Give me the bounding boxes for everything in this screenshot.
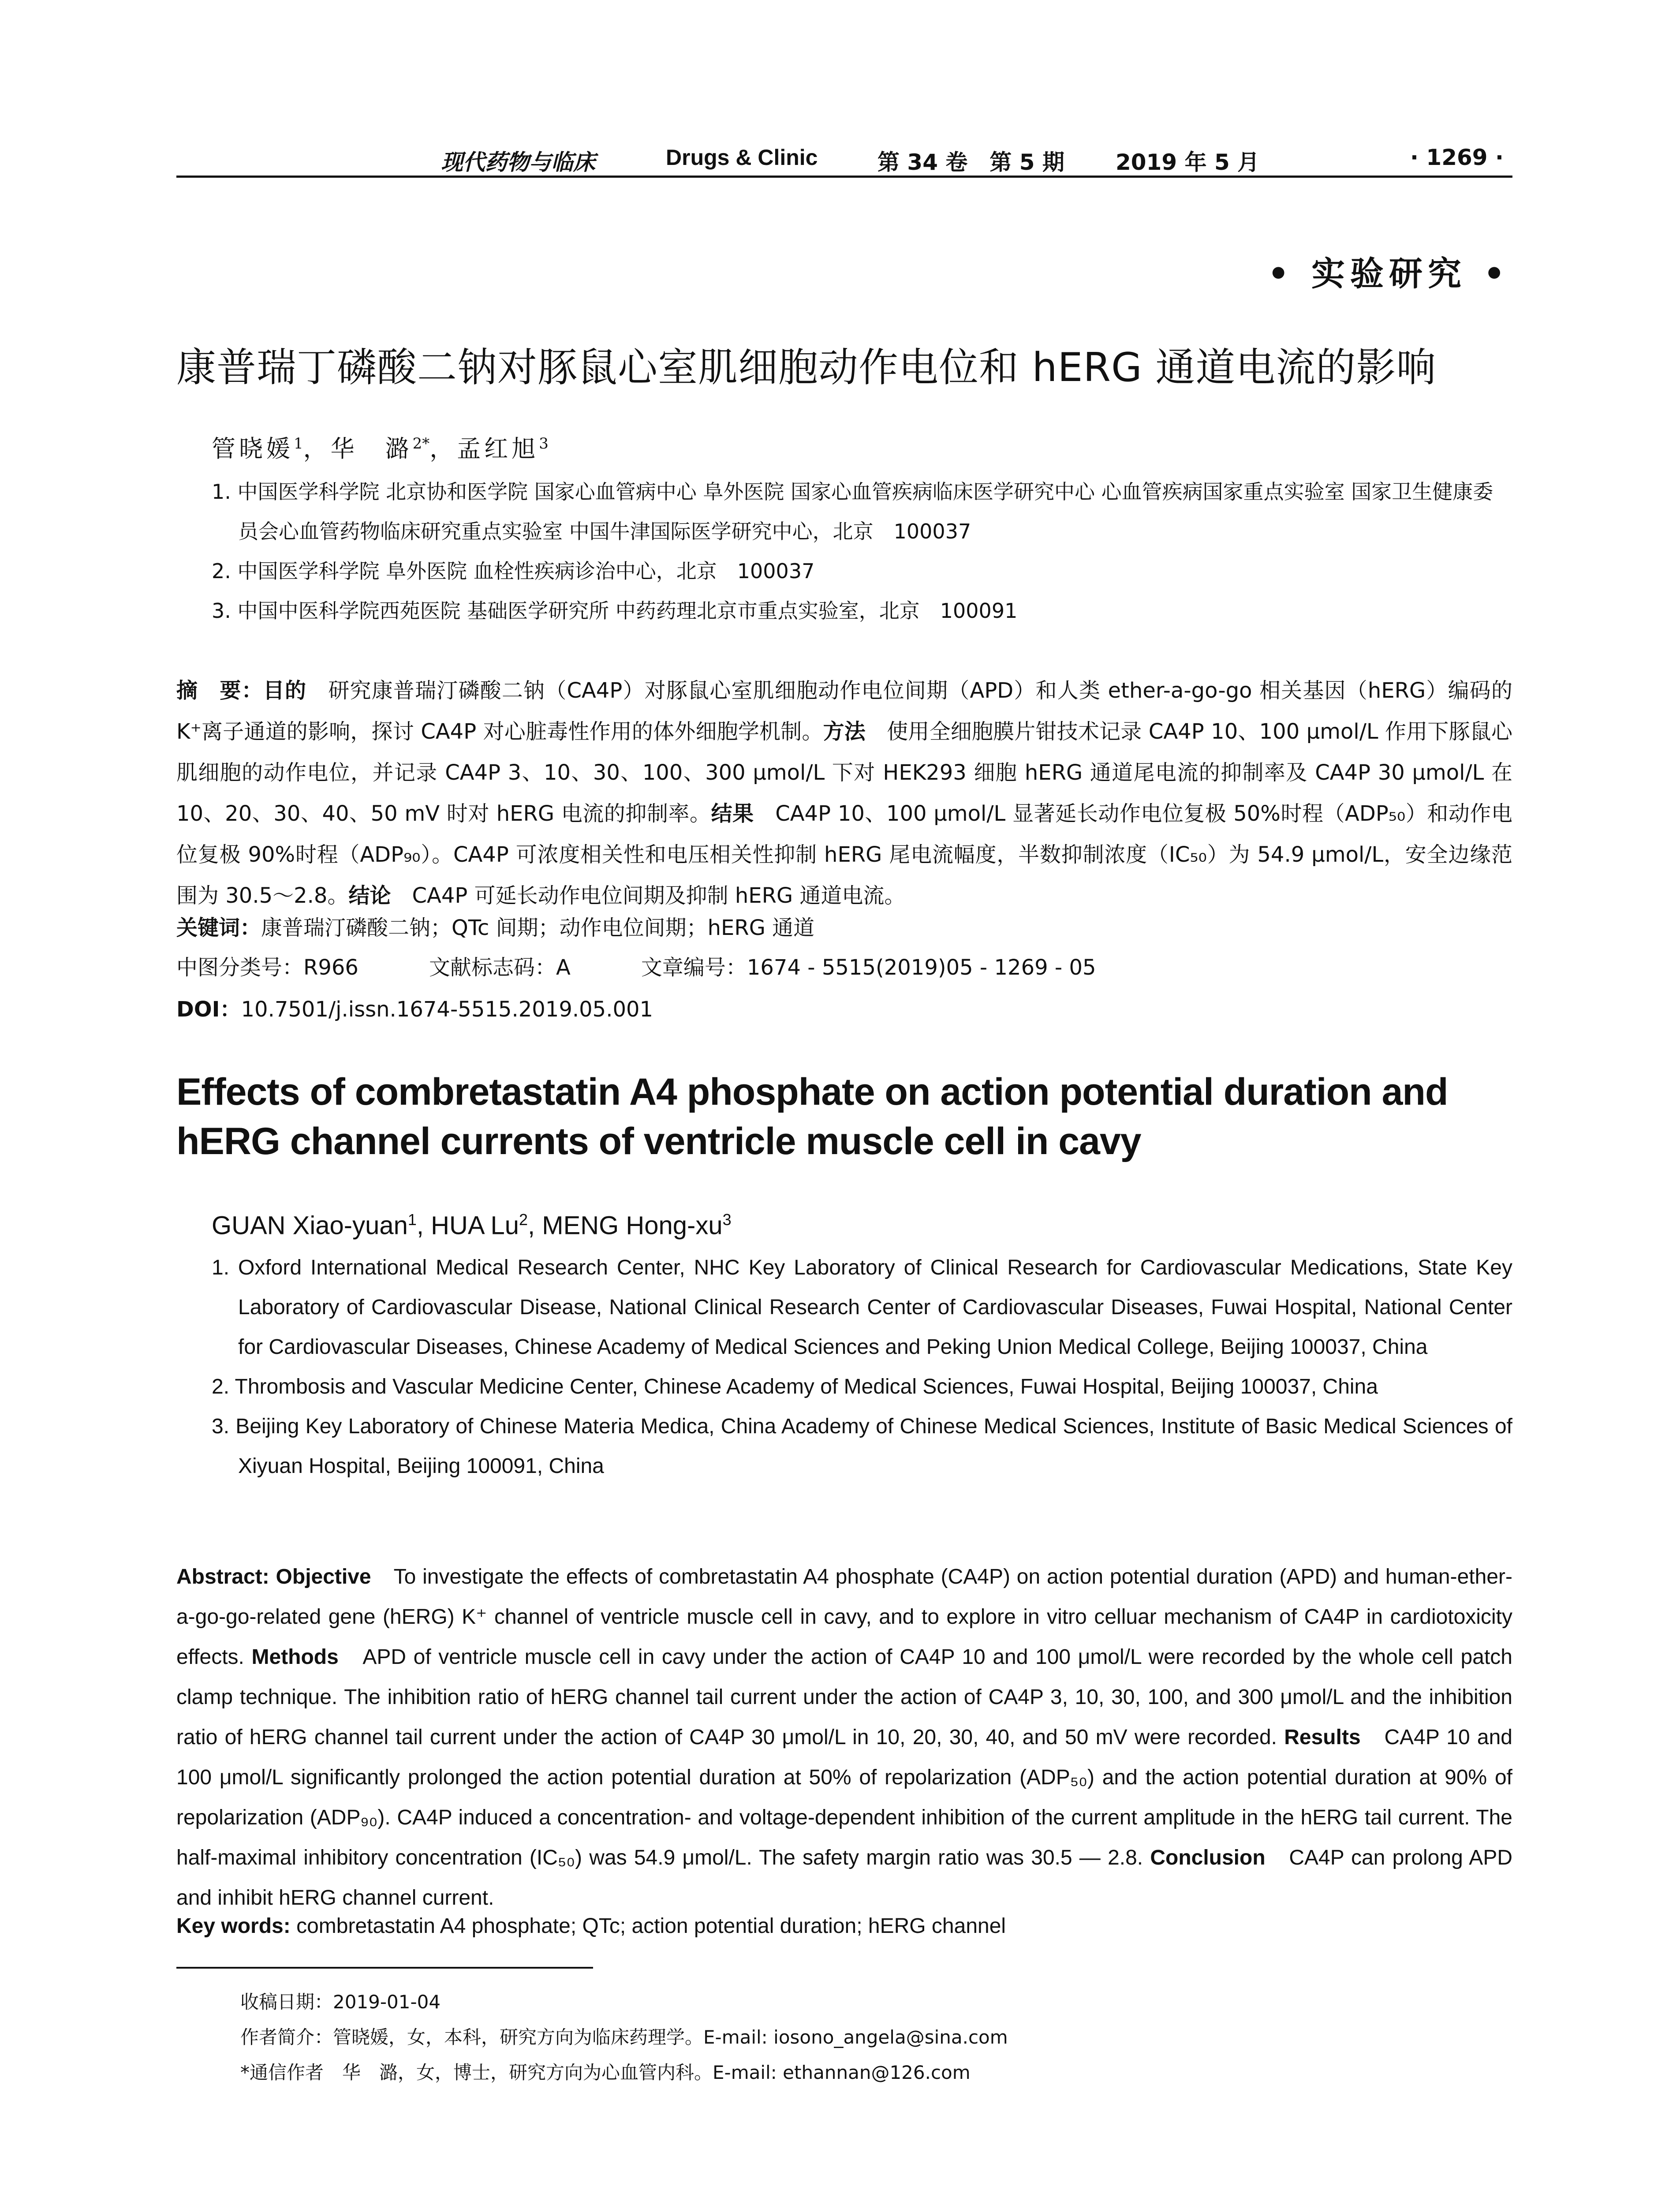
author-affiliation-mark: 1 bbox=[294, 435, 303, 452]
objective-label: 目的 bbox=[263, 678, 307, 703]
abstract-label: Abstract: bbox=[176, 1565, 269, 1588]
abstract-cn bbox=[176, 670, 1512, 916]
keywords-en bbox=[176, 1914, 1006, 1938]
results-label: Results bbox=[1284, 1726, 1361, 1749]
methods-label: 方法 bbox=[823, 719, 866, 744]
keywords-text: 康普瑞汀磷酸二钠；QTc 间期；动作电位间期；hERG 通道 bbox=[261, 916, 815, 940]
conclusion-label: Conclusion bbox=[1150, 1846, 1266, 1869]
footnote-divider bbox=[176, 1967, 593, 1969]
footnotes bbox=[240, 1984, 1008, 2090]
received-date: 收稿日期：2019-01-04 bbox=[240, 1991, 441, 2013]
author-affiliation-mark: 3 bbox=[539, 435, 549, 452]
author-name: 华 潞 bbox=[330, 435, 413, 463]
author-name: HUA Lu bbox=[431, 1211, 519, 1240]
affiliation-item: 1. Oxford International Medical Research Center, NHC Key Laboratory of Clinical Research for Cardiovascular Medications, State Key Laboratory of Cardiovascular Disease, National Clinical Research Center of Cardiovascular Diseases, Fuwai Hospital, National Center for Cardiovascular Diseases, Chinese Academy of Medical Sciences and Peking Union Medical College, Beijing 100037, China bbox=[212, 1256, 1512, 1359]
affiliation-item: 2. Thrombosis and Vascular Medicine Center, Chinese Academy of Medical Sciences, Fuwai Hospital, Beijing 100037, China bbox=[212, 1375, 1378, 1398]
authors-cn: 管晓媛$^1$，华 潞$^{2*}$，孟红旭$^3$ bbox=[212, 435, 549, 463]
article-number: 文章编号：1674 - 5515(2019)05 - 1269 - 05 bbox=[641, 955, 1096, 980]
affiliation-item: 3. Beijing Key Laboratory of Chinese Materia Medica, China Academy of Chinese Medical Sciences, Institute of Basic Medical Sciences of Xiyuan Hospital, Beijing 100091, China bbox=[212, 1415, 1512, 1478]
keywords-label: Key words: bbox=[176, 1914, 291, 1938]
objective-text: 研究康普瑞汀磷酸二钠（CA4P）对豚鼠心室肌细胞动作电位间期（APD）和人类 ether-a-go-go 相关基因（hERG）编码的 K⁺离子通道的影响，探讨 CA4P 对心脏毒性作用的体外细胞学机制。 bbox=[176, 678, 1512, 744]
doi-label: DOI： bbox=[176, 997, 241, 1022]
methods-text: 使用全细胞膜片钳技术记录 CA4P 10、100 μmol/L 作用下豚鼠心肌细胞的动作电位，并记录 CA4P 3、10、30、100、300 μmol/L 下对 HEK293 细胞 hERG 通道尾电流的抑制率及 CA4P 30 μmol/L 在 10、20、30、40、50 mV 时对 hERG 电流的抑制率。 bbox=[176, 719, 1512, 826]
affiliation-item: 1. 中国医学科学院 北京协和医学院 国家心血管病中心 阜外医院 国家心血管疾病临床医学研究中心 心血管疾病国家重点实验室 国家卫生健康委员会心血管药物临床研究重点实验室 中国牛津国际医学研究中心，北京 100037 bbox=[212, 480, 1493, 543]
abstract-en bbox=[176, 1557, 1512, 1918]
conclusion-text: CA4P 可延长动作电位间期及抑制 hERG 通道电流。 bbox=[412, 883, 906, 908]
journal-name-cn: 现代药物与临床 bbox=[441, 149, 595, 175]
keywords-cn bbox=[176, 911, 814, 941]
author-affiliation-mark: 1 bbox=[407, 1211, 417, 1229]
author-name: MENG Hong-xu bbox=[542, 1211, 723, 1240]
authors-en: GUAN Xiao-yuan$^1$, HUA Lu$^2$, MENG Hong-$xu^3$ bbox=[212, 1211, 732, 1240]
article-title-cn: 康普瑞丁磷酸二钠对豚鼠心室肌细胞动作电位和 hERG 通道电流的影响 bbox=[176, 344, 1437, 391]
author-name: GUAN Xiao-yuan bbox=[212, 1211, 408, 1240]
keywords-label: 关键词： bbox=[176, 916, 261, 940]
affiliations-en bbox=[212, 1248, 1512, 1486]
corresponding-author: *通信作者 华 潞，女，博士，研究方向为心血管内科。E-mail: ethannan@126.com bbox=[240, 2062, 971, 2083]
keywords-text: combretastatin A4 phosphate; QTc; action potential duration; hERG channel bbox=[296, 1914, 1006, 1938]
author-affiliation-mark: 3 bbox=[722, 1211, 732, 1229]
conclusion-text: CA4P can prolong APD and inhibit hERG channel current. bbox=[176, 1846, 1512, 1910]
author-name: 管晓媛 bbox=[212, 435, 294, 463]
issue-date: 2019 年 5 月 bbox=[1116, 149, 1260, 175]
journal-name-en: Drugs & Clinic bbox=[666, 145, 818, 170]
doi-line bbox=[176, 992, 653, 1023]
volume-issue: 第 34 卷 第 5 期 bbox=[877, 149, 1064, 175]
methods-text: APD of ventricle muscle cell in cavy under the action of CA4P 10 and 100 μmol/L were recorded by the whole cell patch clamp technique. The inhibition ratio of hERG channel tail current under the action of CA4P 3, 10, 30, 100, and 300 μmol/L and the inhibition ratio of hERG channel tail current under the action of CA4P 30 μmol/L in 10, 20, 30, 40, and 50 mV were recorded. bbox=[176, 1645, 1512, 1749]
abstract-label: 摘 要： bbox=[176, 678, 263, 703]
affiliations-cn bbox=[212, 472, 1512, 631]
objective-label: Objective bbox=[276, 1565, 371, 1588]
clc-number: 中图分类号：R966 bbox=[176, 955, 358, 980]
results-text: CA4P 10 and 100 μmol/L significantly prolonged the action potential duration at 50% of repolarization (ADP₅₀) and the action potential duration at 90% of repolarization (ADP₉₀). CA4P induced a concentration- and voltage-dependent inhibition of the current amplitude in the hERG tail current. The half-maximal inhibitory concentration (IC₅₀) was 54.9 μmol/L. The safety margin ratio was 30.5 — 2.8. bbox=[176, 1726, 1512, 1869]
doi-value: 10.7501/j.issn.1674-5515.2019.05.001 bbox=[241, 997, 653, 1022]
affiliation-item: 2. 中国医学科学院 阜外医院 血栓性疾病诊治中心，北京 100037 bbox=[212, 559, 815, 583]
conclusion-label: 结论 bbox=[348, 883, 391, 908]
section-label: • 实验研究 • bbox=[1267, 254, 1510, 293]
document-code: 文献标志码：A bbox=[429, 955, 571, 980]
results-text: CA4P 10、100 μmol/L 显著延长动作电位复极 50%时程（ADP₅₀）和动作电位复极 90%时程（ADP₉₀）。CA4P 可浓度相关性和电压相关性抑制 hERG 尾电流幅度，半数抑制浓度（IC₅₀）为 54.9 μmol/L，安全边缘范围为 30.5～2.8。 bbox=[176, 801, 1512, 908]
article-title-en: Effects of combretastatin A4 phosphate on action potential duration and hERG channel currents of ventricle muscle cell in cavy bbox=[176, 1071, 1448, 1162]
classification-line bbox=[176, 950, 1167, 981]
author-affiliation-mark: 2 bbox=[519, 1211, 528, 1229]
results-label: 结果 bbox=[711, 801, 754, 826]
author-name: 孟红旭 bbox=[457, 435, 539, 463]
objective-text: To investigate the effects of combretastatin A4 phosphate (CA4P) on action potential duration (APD) and human-ether-a-go-go-related gene (hERG) K⁺ channel of ventricle muscle cell in cavy, and to explore in vitro celluar mechanism of CA4P in cardiotoxicity effects. bbox=[176, 1565, 1512, 1669]
affiliation-item: 3. 中国中医科学院西苑医院 基础医学研究所 中药药理北京市重点实验室，北京 100091 bbox=[212, 599, 1018, 623]
author-affiliation-mark: 2* bbox=[412, 435, 430, 452]
page-number: · 1269 · bbox=[1410, 145, 1504, 170]
methods-label: Methods bbox=[251, 1645, 339, 1669]
author-bio: 作者简介：管晓媛，女，本科，研究方向为临床药理学。E-mail: iosono_angela@sina.com bbox=[240, 2026, 1008, 2048]
running-header bbox=[176, 140, 1512, 178]
